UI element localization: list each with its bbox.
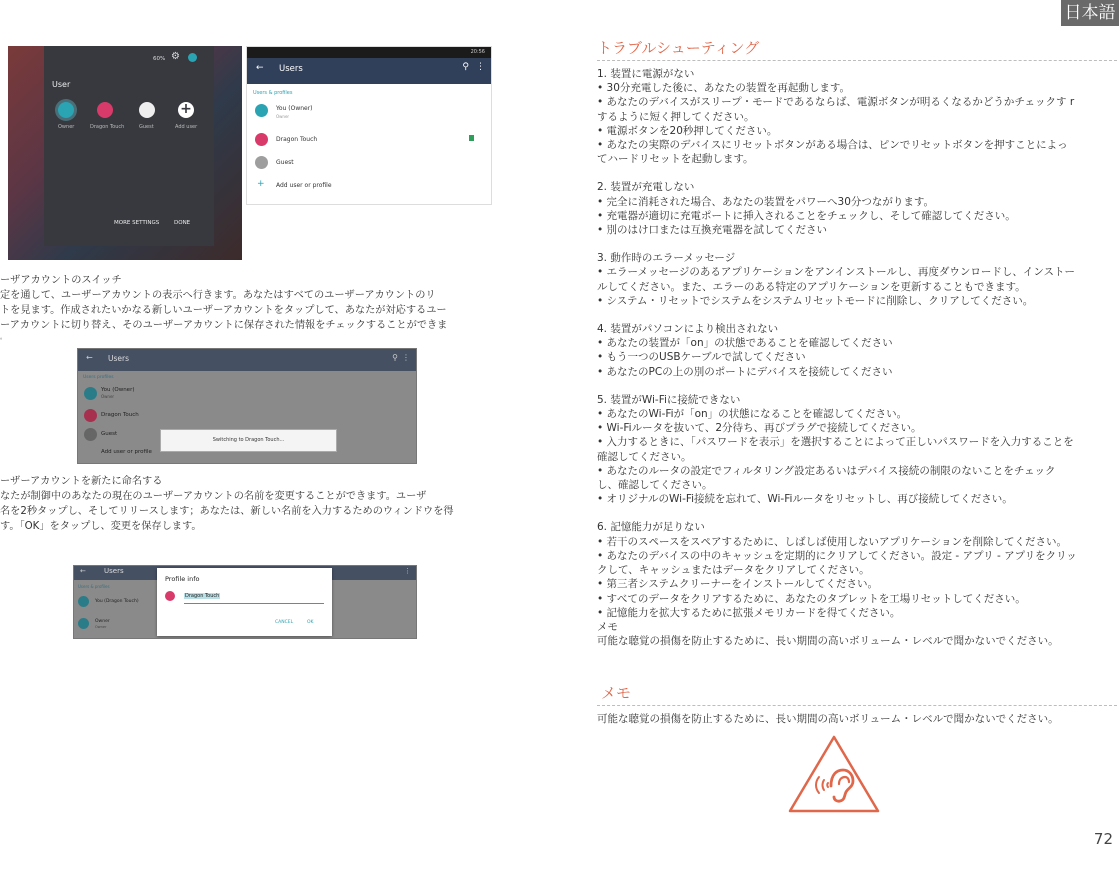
user-dragon-touch-avatar[interactable] [97,102,113,118]
rename-line: なたが制御中のあなたの現在のユーザーアカウントの名前を変更することができます。ユーザ [0,491,427,502]
trash-icon[interactable] [469,135,474,141]
section-line: • 充電器が適切に充電ポートに挿入されることをチェックし、そして確認してください。 [597,209,1016,222]
switch-line: 定を通して、ユーザーアカウントの表示へ行きます。あなたはすべてのユーザーアカウントのリ [0,290,436,301]
guest-avatar [84,428,97,441]
rename-line: す。「OK」をタップし、変更を保存します。 [0,521,202,532]
rename-line: ーザーアカウントを新たに命名する [0,476,163,487]
section-line: • 入力するときに、「パスワードを表示」を選択することによって正しいパスワードを入力することを [597,436,1074,449]
section-line: • 30分充電した後に、あなたの装置を再起動します。 [597,82,851,95]
list-item-name: Dragon Touch [101,412,139,418]
section-line: • 若干のスペースをスペアするために、しばしば使用しないアプリケーションを削除してください。 [597,535,1067,548]
dragon-touch-avatar [255,133,268,146]
rename-section-text [0,474,454,534]
done-button[interactable]: DONE [174,220,191,226]
cancel-button[interactable]: CANCEL [275,620,294,625]
section-line: メモ [597,620,618,633]
switch-line: 。 [0,334,7,341]
list-item-name: Add user or profile [101,449,152,455]
section-line: クして、キャッシュまたはデータをクリアしてください。 [597,564,870,577]
list-item-sub: Owner [276,114,290,119]
switch-section-text [0,273,447,343]
list-item-name[interactable]: Dragon Touch [276,136,318,143]
owner-avatar [84,387,97,400]
section-line: • あなたのデバイスがスリープ・モードであるならば、電源ボタンが明るくなるかどうかチェックす r [597,96,1075,109]
rename-line: 名を2秒タップし、そしてリリースします；あなたは、新しい名前を入力するためのウィンドウを得 [0,506,454,517]
section-line: し、確認してください。 [597,479,713,492]
list-item-name: Owner [95,619,110,624]
section-heading: 6. 記憶能力が足りない [597,521,705,534]
more-icon[interactable]: ⋮ [476,62,485,72]
owner-avatar [78,596,89,607]
back-arrow-icon: ← [80,567,86,575]
dialog-title: User [52,80,71,89]
user-switch-screenshot [8,46,242,260]
memo-text: 可能な聴覚の損傷を防止するために、長い期間の高いボリューム・レベルで聞かないでください。 [597,713,1059,725]
battery-level: 60% [153,56,166,62]
dialog-title: Profile info [165,575,200,583]
switch-line: トを見ます。作成されたいかなる新しいユーザーアカウントをタップして、あなたが対応するユー [0,305,447,316]
owner-avatar [78,618,89,629]
section-heading: 2. 装置が充電しない [597,181,695,194]
list-item-name: You (Owner) [101,387,135,393]
section-heading: 1. 装置に電源がない [597,68,695,80]
switching-toast: Switching to Dragon Touch... [160,429,337,452]
user-label-add: Add user [175,124,198,130]
user-label-guest: Guest [139,124,154,130]
users-title: Users [279,64,303,74]
section-label: Users profiles [83,375,114,380]
section-line: • オリジナルのWi-Fi接続を忘れて、Wi-Fiルータをリセットし、再び接続してください。 [597,493,1013,506]
guest-avatar [255,156,268,169]
users-title: Users [104,567,124,575]
section-line: • あなたのデバイスの中のキャッシュを定期的にクリアしてください。設定 - アプリ - アプリをクリッ [597,549,1077,562]
section-heading: 4. 装置がパソコンにより検出されない [597,323,779,336]
owner-avatar [255,104,268,117]
search-icon: ⚲ [392,353,398,362]
section-line: • 記憶能力を拡大するために拡張メモリカードを得てください。 [597,606,901,619]
page-number: 72 [1093,830,1113,848]
section-line: • あなたの装置が「on」の状態であることを確認してください [597,337,893,350]
back-arrow-icon: ← [86,353,93,362]
ok-button[interactable]: OK [307,620,314,625]
section-line: • エラーメッセージのあるアプリケーションをアンインストールし、再度ダウンロードし、インストー [597,266,1076,279]
hearing-warning-icon [787,734,881,814]
list-item-sub: Owner [95,625,107,629]
user-label-dragon-touch: Dragon Touch [90,124,125,130]
user-owner-avatar[interactable] [58,102,74,118]
section-line: • あなたの実際のデバイスにリセットボタンがある場合は、ピンでリセットボタンを押すことによっ [597,139,1068,152]
list-item-name[interactable]: You (Owner) [276,105,313,112]
section-line: • 完全に消耗された場合、あなたの装置をパワーへ30分つながります。 [597,195,935,208]
language-tag: 日本語 [1061,0,1119,26]
section-line: • あなたのPCの上の別のポートにデバイスを接続してください [597,365,893,378]
add-icon: + [257,179,265,189]
section-line: • すべてのデータをクリアするために、あなたのタブレットを工場リセットしてください。 [597,592,1026,605]
avatar-icon [188,53,197,62]
switch-line: ーアカウントに切り替え、そのユーザーアカウントに保存された情報をチェックすることができま [0,320,448,331]
status-time: 20:56 [470,49,485,55]
input-underline [184,603,324,604]
user-label-owner: Owner [58,124,75,130]
users-title: Users [108,354,130,363]
more-icon: ⋮ [402,353,410,362]
profile-info-dialog [157,568,332,636]
list-item-name: Guest [101,431,118,437]
section-label: Users & profiles [253,90,293,96]
user-guest-avatar[interactable] [139,102,155,118]
troubleshooting-body [597,67,1117,648]
title-divider [597,60,1117,61]
section-line: • 電源ボタンを20秒押してください。 [597,124,778,137]
search-icon[interactable]: ⚲ [462,62,469,72]
section-line: • Wi-Fiルータを抜いて、2分待ち、再びプラグで接続してください。 [597,422,922,435]
more-settings-button[interactable]: MORE SETTINGS [114,220,160,226]
dragon-touch-avatar [84,409,97,422]
section-line: 確認してください。 [597,450,692,463]
list-item-name[interactable]: Guest [276,159,294,166]
section-line: • システム・リセットでシステムをシステムリセットモードに削除し、クリアしてください。 [597,294,1034,307]
add-user-icon[interactable]: + [178,102,194,118]
switch-line: ーザアカウントのスイッチ [0,275,122,286]
dragon-touch-avatar [165,591,175,601]
section-heading: 5. 装置がWi-Fiに接続できない [597,393,741,406]
section-line: ルしてください。また、エラーのある特定のアプリケーションを更新することもできます。 [597,280,1026,293]
profile-name-input[interactable]: Dragon Touch [185,593,220,599]
gear-icon: ⚙ [171,51,180,62]
section-line: • 別のはけ口または互換充電器を試してください [597,224,828,237]
section-line: 可能な聴覚の損傷を防止するために、長い期間の高いボリューム・レベルで聞かないでください。 [597,635,1059,648]
section-label: Users & profiles [78,584,110,589]
section-line: するように短く押してください。 [597,110,755,123]
memo-title: メモ [601,684,632,702]
back-arrow-icon[interactable]: ← [256,63,264,73]
memo-divider [597,705,1117,706]
users-list-screenshot [246,46,492,205]
section-line: • あなたのルータの設定でフィルタリング設定あるいはデバイス接続の制限のないことをチェック [597,464,1056,477]
switching-screenshot [77,348,417,464]
list-item-name: You (Dragon Touch) [95,599,139,604]
section-line: • あなたのWi-Fiが「on」の状態になることを確認してください。 [597,408,908,421]
more-icon: ⋮ [404,567,411,575]
list-item-name[interactable]: Add user or profile [276,182,332,189]
section-line: てハードリセットを起動します。 [597,153,754,166]
list-item-sub: Owner [101,394,115,399]
section-heading: 3. 動作時のエラーメッセージ [597,252,736,265]
section-line: • 第三者システムクリーナーをインストールしてください。 [597,578,878,591]
rename-screenshot [73,565,417,639]
troubleshooting-title: トラブルシューティング [597,39,760,57]
section-line: • もう一つのUSBケーブルで試してください [597,351,806,364]
